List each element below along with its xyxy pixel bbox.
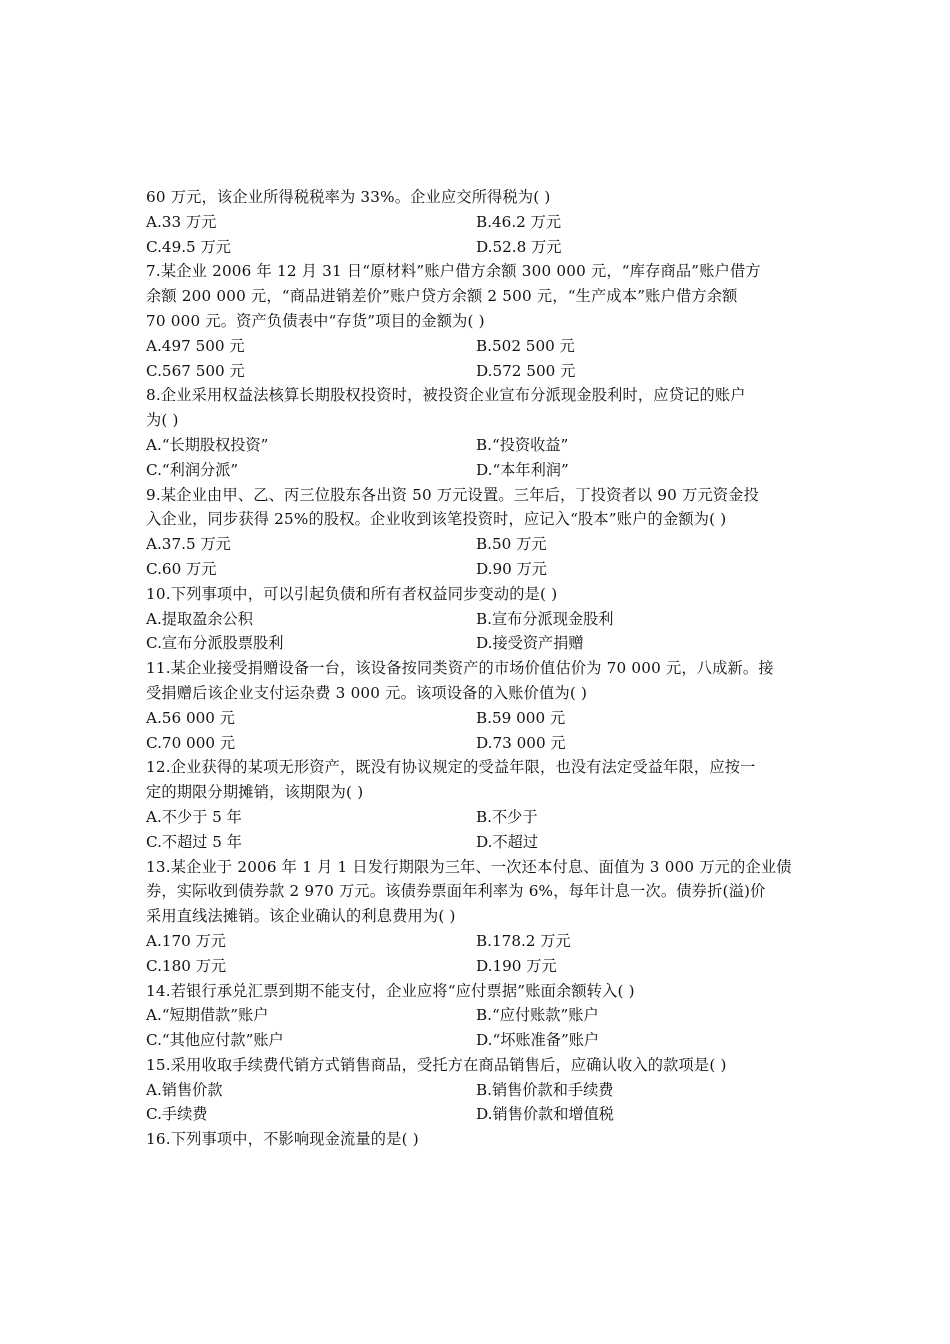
option-left: C.手续费 [146,1105,208,1124]
option-row [146,805,810,830]
option-left: C.60 万元 [146,559,217,578]
question-q7 [146,259,810,383]
option-left: A.56 000 元 [146,708,235,727]
option-right: D.“坏账准备”账户 [476,1031,600,1050]
option-right: D.190 万元 [476,956,557,975]
option-left: C.70 000 元 [146,733,236,752]
intro-line: 60 万元，该企业所得税税率为 33%。企业应交所得税为( ) [146,188,551,206]
option-row [146,235,810,260]
option-row [146,731,810,756]
option-row [146,359,810,384]
question-stem-line: 受捐赠后该企业支付运杂费 3 000 元。该项设备的入账价值为( ) [146,683,588,702]
question-q14 [146,979,810,1053]
option-right: D.90 万元 [476,559,547,578]
option-row [146,210,810,235]
option-left: A.“短期借款”账户 [146,1006,269,1025]
option-left: C.“利润分派” [146,460,239,479]
question-stem-line: 为( ) [146,411,179,430]
option-right: B.178.2 万元 [476,931,571,950]
option-left: C.宣布分派股票股利 [146,634,284,653]
option-right: D.销售价款和增值税 [476,1105,614,1124]
option-row [146,433,810,458]
option-right: D.52.8 万元 [476,237,562,256]
question-stem-line: 券，实际收到债券款 2 970 万元。该债券票面年利率为 6%，每年计息一次。债券折(溢)价 [146,882,766,901]
option-right: D.572 500 元 [476,361,576,380]
option-left: A.170 万元 [146,931,226,950]
option-left: A.37.5 万元 [146,535,231,554]
option-row [146,458,810,483]
option-left: A.提取盈余公积 [146,609,253,628]
question-stem-line: 8.企业采用权益法核算长期股权投资时，被投资企业宣布分派现金股利时，应贷记的账户 [146,386,746,405]
option-left: C.180 万元 [146,956,227,975]
option-left: A.497 500 元 [146,336,245,355]
option-left: A.33 万元 [146,212,217,231]
option-row [146,1078,810,1103]
question-stem-line: 11.某企业接受捐赠设备一台，该设备按同类资产的市场价值估价为 70 000 元，八成新。接 [146,659,774,678]
option-row [146,954,810,979]
option-left: A.“长期股权投资” [146,435,269,454]
option-row [146,929,810,954]
option-left: C.49.5 万元 [146,237,231,256]
option-right: D.73 000 元 [476,733,566,752]
question-stem-line: 9.某企业由甲、乙、丙三位股东各出资 50 万元设置。三年后，丁投资者以 90 万元资金投 [146,485,760,504]
option-left: C.567 500 元 [146,361,245,380]
option-row [146,1003,810,1028]
option-right: B.“投资收益” [476,435,569,454]
option-left: C.“其他应付款”账户 [146,1031,284,1050]
question-q11 [146,656,810,755]
exam-page [146,185,810,1152]
option-right: B.46.2 万元 [476,212,562,231]
question-stem-line: 7.某企业 2006 年 12 月 31 日“原材料”账户借方余额 300 000 元，“库存商品”账户借方 [146,262,761,281]
question-stem-line: 14.若银行承兑汇票到期不能支付，企业应将“应付票据”账面余额转入( ) [146,981,635,1000]
question-stem-line: 12.企业获得的某项无形资产，既没有协议规定的受益年限，也没有法定受益年限，应按一 [146,758,756,777]
question-list [146,210,810,1152]
option-left: A.不少于 5 年 [146,807,242,826]
question-stem-line: 70 000 元。资产负债表中“存货”项目的金额为( ) [146,311,485,330]
question-q12 [146,755,810,854]
question-q9 [146,483,810,582]
option-right: D.接受资产捐赠 [476,634,584,653]
option-row [146,631,810,656]
option-right: D.不超过 [476,832,539,851]
question-stem-line: 16.下列事项中，不影响现金流量的是( ) [146,1130,419,1149]
question-q15 [146,1053,810,1127]
option-left: A.销售价款 [146,1080,223,1099]
question-stem-line: 余额 200 000 元，“商品进销差价”账户贷方余额 2 500 元，“生产成本”账户借方余额 [146,287,738,306]
question-q16 [146,1127,810,1152]
option-row [146,607,810,632]
option-row [146,1028,810,1053]
question-q8 [146,383,810,482]
option-row [146,830,810,855]
option-right: B.50 万元 [476,535,547,554]
question-q10 [146,582,810,656]
option-right: B.59 000 元 [476,708,566,727]
question-stem-line: 入企业，同步获得 25%的股权。企业收到该笔投资时，应记入“股本”账户的金额为( ) [146,510,727,529]
question-stem-line: 13.某企业于 2006 年 1 月 1 日发行期限为三年、一次还本付息、面值为 3 000 万元的企业债 [146,857,792,876]
question-stem-line: 15.采用收取手续费代销方式销售商品，受托方在商品销售后，应确认收入的款项是( ) [146,1055,727,1074]
option-row [146,557,810,582]
option-row [146,706,810,731]
option-right: B.销售价款和手续费 [476,1080,614,1099]
option-right: B.502 500 元 [476,336,575,355]
question-stem-line: 定的期限分期摊销，该期限为( ) [146,783,364,802]
option-right: D.“本年利润” [476,460,569,479]
question-q13 [146,855,810,979]
option-right: B.宣布分派现金股利 [476,609,614,628]
option-row [146,334,810,359]
option-right: B.不少于 [476,807,538,826]
option-row [146,1102,810,1127]
option-left: C.不超过 5 年 [146,832,242,851]
option-row [146,532,810,557]
question-pre [146,210,810,260]
question-stem-line: 采用直线法摊销。该企业确认的利息费用为( ) [146,907,456,926]
question-stem-line: 10.下列事项中，可以引起负债和所有者权益同步变动的是( ) [146,584,558,603]
option-right: B.“应付账款”账户 [476,1006,599,1025]
